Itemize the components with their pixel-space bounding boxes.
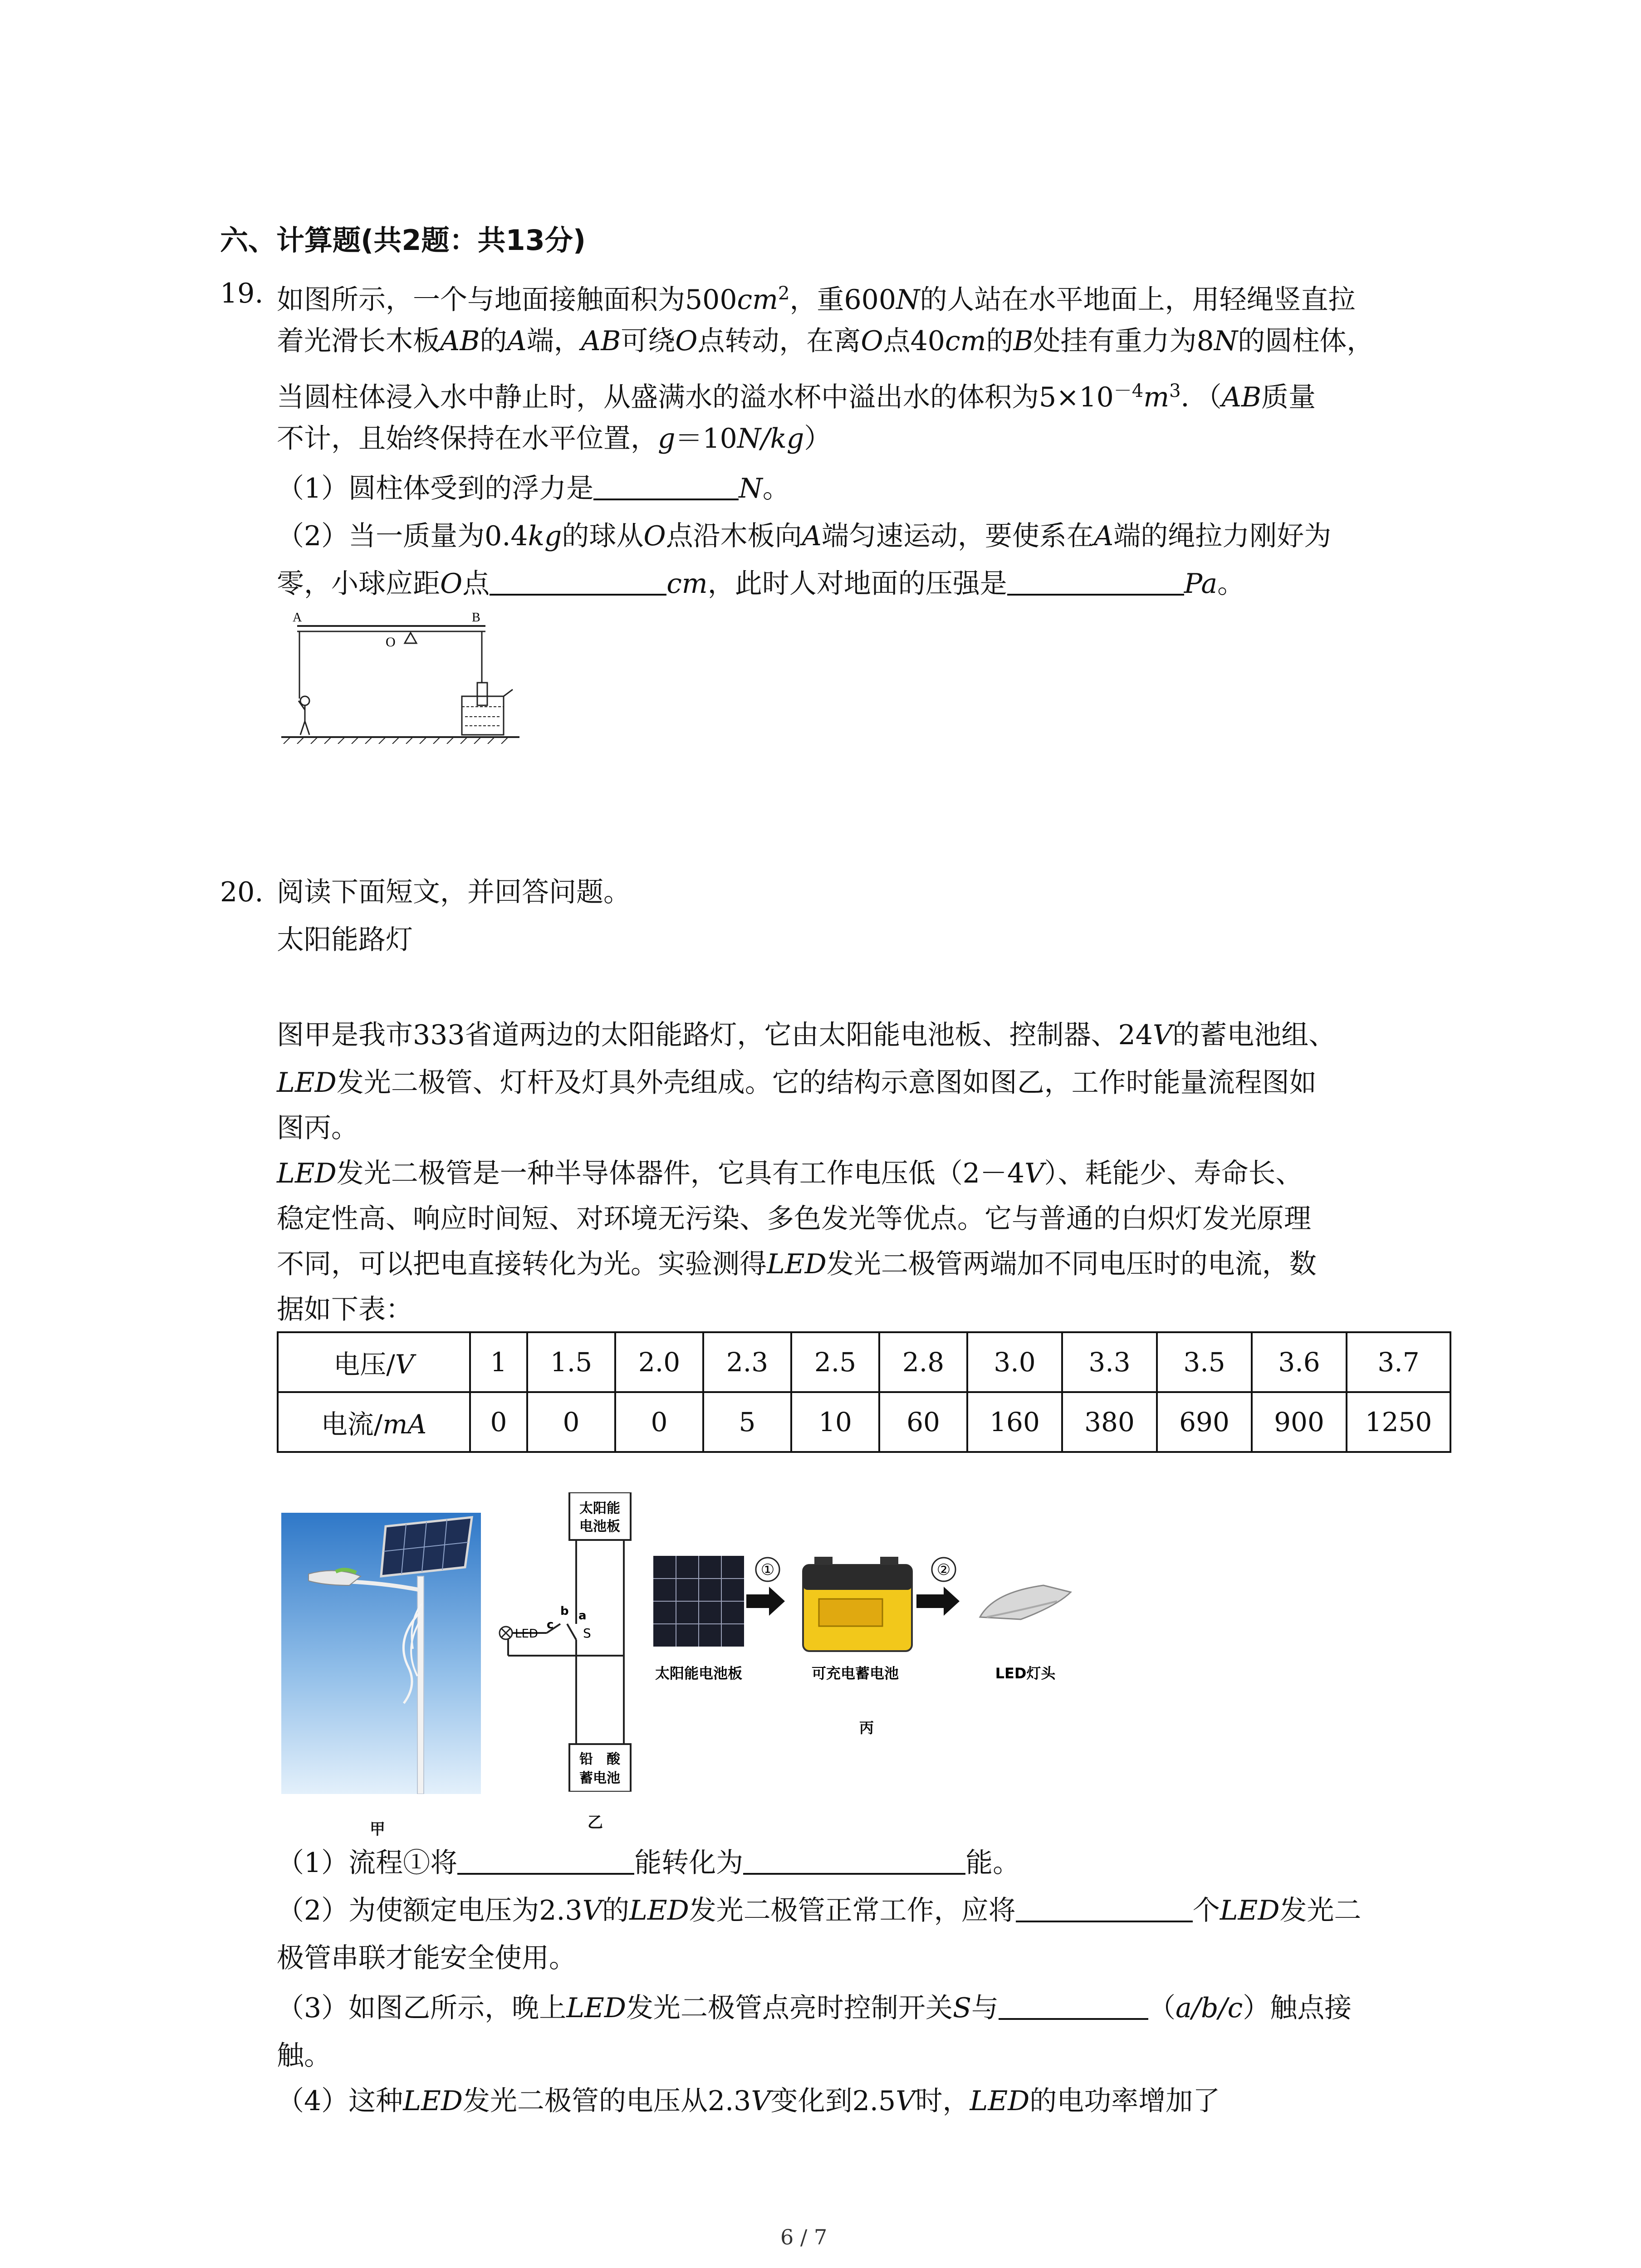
q20-s4 xyxy=(277,2082,1220,2120)
text: ） xyxy=(804,423,832,455)
q20-p2 xyxy=(277,1064,1317,1102)
text: 的 xyxy=(986,325,1014,357)
table-cell: 1.5 xyxy=(527,1332,615,1392)
symbol: AB xyxy=(440,325,480,357)
text: 个 xyxy=(1192,1895,1220,1926)
symbol: AB xyxy=(581,325,621,357)
answer-blank[interactable] xyxy=(593,471,739,500)
symbol: LED xyxy=(767,1248,827,1280)
text: 不计，且始终保持在水平位置， xyxy=(277,423,658,455)
q19-number: 19. xyxy=(220,278,264,309)
table-cell: 5 xyxy=(703,1392,791,1452)
q20-number: 20. xyxy=(220,876,264,908)
table-cell: 10 xyxy=(791,1392,879,1452)
answer-blank[interactable] xyxy=(457,1846,634,1875)
symbol: LED xyxy=(970,2085,1030,2117)
label-lamp: LED灯头 xyxy=(995,1665,1056,1682)
text: 点转动，在离 xyxy=(697,325,861,357)
text: 发光二极管正常工作，应将 xyxy=(689,1895,1016,1926)
q20-s1 xyxy=(277,1844,1020,1882)
q19-line3 xyxy=(277,372,1316,416)
unit: V xyxy=(395,1349,414,1380)
symbol: g xyxy=(658,423,676,455)
text: 发光二极管点亮时控制开关 xyxy=(626,1992,953,2024)
symbol: AB xyxy=(1221,381,1262,413)
circuit-diagram xyxy=(492,1492,656,1792)
unit: V xyxy=(1024,1158,1044,1189)
text: ）触点接 xyxy=(1243,1992,1352,2024)
q20-p3: 图丙。 xyxy=(277,1112,358,1144)
table-cell: 2.5 xyxy=(791,1332,879,1392)
text: 发光二极管是一种半导体器件，它具有工作电压低（2－4 xyxy=(336,1158,1025,1189)
q19-sub2-line2 xyxy=(277,565,1244,603)
text: ，重600 xyxy=(789,284,896,316)
text: 发光二极管、灯杆及灯具外壳组成。它的结构示意图如图乙，工作时能量流程图如 xyxy=(336,1067,1317,1099)
text: ＝10 xyxy=(675,423,737,455)
table-row xyxy=(278,1332,1450,1392)
led-label: LED xyxy=(515,1627,538,1641)
answer-blank[interactable] xyxy=(743,1846,965,1875)
section-title: 六、计算题(共2题：共13分) xyxy=(220,224,586,257)
q20-s3-line2: 触。 xyxy=(277,2040,331,2072)
text: 如图所示，一个与地面接触面积为500 xyxy=(277,284,737,316)
text: 的人站在水平地面上，用轻绳竖直拉 xyxy=(920,284,1356,316)
symbol: B xyxy=(1013,325,1034,357)
unit: cm xyxy=(737,284,779,316)
text: 的 xyxy=(480,325,507,357)
answer-blank[interactable] xyxy=(999,1991,1148,2020)
table-cell: 3.0 xyxy=(967,1332,1062,1392)
text: 零，小球应距 xyxy=(277,568,440,600)
answer-blank[interactable] xyxy=(1016,1893,1193,1922)
q20-title: 太阳能路灯 xyxy=(277,924,413,956)
contact-a: a xyxy=(578,1609,587,1623)
text: 的圆柱体， xyxy=(1238,325,1374,357)
text: 当圆柱体浸入水中静止时，从盛满水的溢水杯中溢出水的体积为5×10 xyxy=(277,381,1114,413)
table-cell: 60 xyxy=(879,1392,967,1452)
led-data-table xyxy=(277,1331,1451,1453)
text: ）、耗能少、寿命长、 xyxy=(1044,1158,1303,1189)
symbol: S xyxy=(952,1992,972,2024)
text: 时， xyxy=(915,2085,970,2117)
q20-p7: 据如下表： xyxy=(277,1294,413,1325)
top-box-line1: 太阳能 xyxy=(579,1501,620,1516)
text: 端， xyxy=(526,325,581,357)
text: ，此时人对地面的压强是 xyxy=(707,568,1007,600)
q20-p4 xyxy=(277,1154,1303,1193)
text: （1）流程①将 xyxy=(277,1847,458,1879)
q20-s2-line2: 极管串联才能安全使用。 xyxy=(277,1942,576,1974)
unit: kg xyxy=(528,520,562,552)
table-cell: 0 xyxy=(615,1392,703,1452)
text: 端匀速运动，要使系在 xyxy=(821,520,1094,552)
table-row xyxy=(278,1392,1450,1452)
table-cell: 0 xyxy=(527,1392,615,1452)
symbol: LED xyxy=(277,1158,337,1189)
bottom-box-line2: 蓄电池 xyxy=(579,1770,620,1786)
q20-s2 xyxy=(277,1892,1361,1930)
table-cell: 1250 xyxy=(1347,1392,1450,1452)
symbol: LED xyxy=(277,1067,337,1099)
table-cell: 3.5 xyxy=(1157,1332,1252,1392)
table-cell: 2.0 xyxy=(615,1332,703,1392)
switch-s: S xyxy=(583,1626,591,1641)
q20-intro: 阅读下面短文，并回答问题。 xyxy=(277,876,631,908)
label-o: O xyxy=(386,635,396,650)
label-b: B xyxy=(472,611,480,625)
text: 不同，可以把电直接转化为光。实验测得 xyxy=(277,1248,767,1280)
table-cell: 2.3 xyxy=(703,1332,791,1392)
q19-line1 xyxy=(277,274,1356,319)
symbol: a/b/c xyxy=(1176,1992,1243,2024)
table-cell: 1 xyxy=(470,1332,527,1392)
unit: m xyxy=(1143,381,1170,413)
sup: －4 xyxy=(1113,381,1144,401)
symbol: A xyxy=(507,325,527,357)
text: 与 xyxy=(971,1992,999,2024)
text: 的 xyxy=(602,1895,629,1926)
text: 发光二 xyxy=(1279,1895,1362,1926)
unit: V xyxy=(896,2085,916,2117)
table-cell: 2.8 xyxy=(879,1332,967,1392)
unit: cm xyxy=(666,568,708,600)
symbol: LED xyxy=(1220,1895,1280,1926)
text: 的电功率增加了 xyxy=(1029,2085,1220,2117)
sup: 3 xyxy=(1169,381,1181,401)
text: 点40 xyxy=(883,325,945,357)
text: 发光二极管两端加不同电压时的电流，数 xyxy=(826,1248,1317,1280)
table-header-voltage xyxy=(278,1332,470,1392)
text: 的蓄电池组、 xyxy=(1172,1019,1336,1051)
step-1: ① xyxy=(760,1561,775,1579)
text: 发光二极管的电压从2.3 xyxy=(462,2085,751,2117)
text: （3）如图乙所示，晚上 xyxy=(277,1992,567,2024)
energy-flow-diagram xyxy=(649,1542,1130,1737)
text: （1）圆柱体受到的浮力是 xyxy=(277,473,594,504)
text: 端的绳拉力刚好为 xyxy=(1113,520,1332,552)
fig-label-yi: 乙 xyxy=(588,1813,603,1832)
unit: cm xyxy=(945,325,986,357)
table-cell: 690 xyxy=(1157,1392,1252,1452)
symbol: A xyxy=(1093,520,1114,552)
q19-sub2 xyxy=(277,517,1331,555)
symbol: LED xyxy=(566,1992,626,2024)
unit: Pa xyxy=(1184,568,1218,600)
symbol: O xyxy=(861,325,883,357)
fig-label-bing: 丙 xyxy=(859,1719,874,1736)
text: 可绕 xyxy=(621,325,676,357)
symbol: O xyxy=(440,568,463,600)
answer-blank[interactable] xyxy=(490,567,666,596)
unit: N xyxy=(739,473,763,504)
text: （2）当一质量为0.4 xyxy=(277,520,528,552)
unit: V xyxy=(582,1895,602,1926)
symbol: O xyxy=(675,325,698,357)
page-number: 6 / 7 xyxy=(780,2225,828,2249)
unit: N xyxy=(896,284,920,316)
unit: V xyxy=(751,2085,771,2117)
symbol: LED xyxy=(403,2085,463,2117)
text: （4）这种 xyxy=(277,2085,403,2117)
q19-line2 xyxy=(277,322,1374,360)
unit: V xyxy=(1152,1019,1173,1051)
q19-sub1 xyxy=(277,469,790,508)
table-cell: 3.7 xyxy=(1347,1332,1450,1392)
lever-diagram xyxy=(272,608,526,744)
symbol: O xyxy=(643,520,666,552)
text: 能转化为 xyxy=(634,1847,744,1879)
text: 着光滑长木板 xyxy=(277,325,440,357)
table-cell: 0 xyxy=(470,1392,527,1452)
text: 。 xyxy=(762,473,790,504)
text: 电流/ xyxy=(321,1409,383,1440)
text: 处挂有重力为8 xyxy=(1033,325,1214,357)
q20-p5: 稳定性高、响应时间短、对环境无污染、多色发光等优点。它与普通的白炽灯发光原理 xyxy=(277,1203,1311,1235)
symbol: LED xyxy=(629,1895,689,1926)
text: 能。 xyxy=(965,1847,1020,1879)
answer-blank[interactable] xyxy=(1007,567,1184,596)
contact-c: c xyxy=(547,1618,554,1632)
text: 质量 xyxy=(1261,381,1316,413)
sup: 2 xyxy=(778,283,790,304)
table-cell: 160 xyxy=(967,1392,1062,1452)
text: （ xyxy=(1148,1992,1176,2024)
text: ．（ xyxy=(1181,381,1222,413)
label-a: A xyxy=(293,611,302,625)
table-cell: 3.3 xyxy=(1062,1332,1157,1392)
table-cell: 900 xyxy=(1252,1392,1347,1452)
q20-s3 xyxy=(277,1989,1352,2027)
q20-p1 xyxy=(277,1016,1336,1054)
unit: N xyxy=(1214,325,1238,357)
top-box-line2: 电池板 xyxy=(579,1519,620,1535)
bottom-box-line1: 铅 酸 xyxy=(579,1751,620,1767)
q19-line4 xyxy=(277,420,831,458)
text: 变化到2.5 xyxy=(770,2085,896,2117)
street-lamp-photo xyxy=(281,1513,481,1794)
text: 点沿木板向 xyxy=(666,520,802,552)
table-cell: 3.6 xyxy=(1252,1332,1347,1392)
step-2: ② xyxy=(936,1561,951,1579)
contact-b: b xyxy=(560,1604,569,1618)
text: 图甲是我市333省道两边的太阳能路灯，它由太阳能电池板、控制器、24 xyxy=(277,1019,1153,1051)
unit: mA xyxy=(382,1409,427,1440)
unit: N/kg xyxy=(737,423,804,455)
symbol: A xyxy=(802,520,822,552)
fig-label-jia: 甲 xyxy=(370,1820,385,1838)
label-panel: 太阳能电池板 xyxy=(655,1665,743,1682)
label-battery: 可充电蓄电池 xyxy=(811,1665,899,1682)
text: （2）为使额定电压为2.3 xyxy=(277,1895,583,1926)
table-header-current xyxy=(278,1392,470,1452)
text: 电压/ xyxy=(333,1349,395,1380)
table-cell: 380 xyxy=(1062,1392,1157,1452)
text: 点 xyxy=(462,568,490,600)
text: 。 xyxy=(1217,568,1245,600)
text: 的球从 xyxy=(562,520,644,552)
q20-p6 xyxy=(277,1245,1317,1283)
